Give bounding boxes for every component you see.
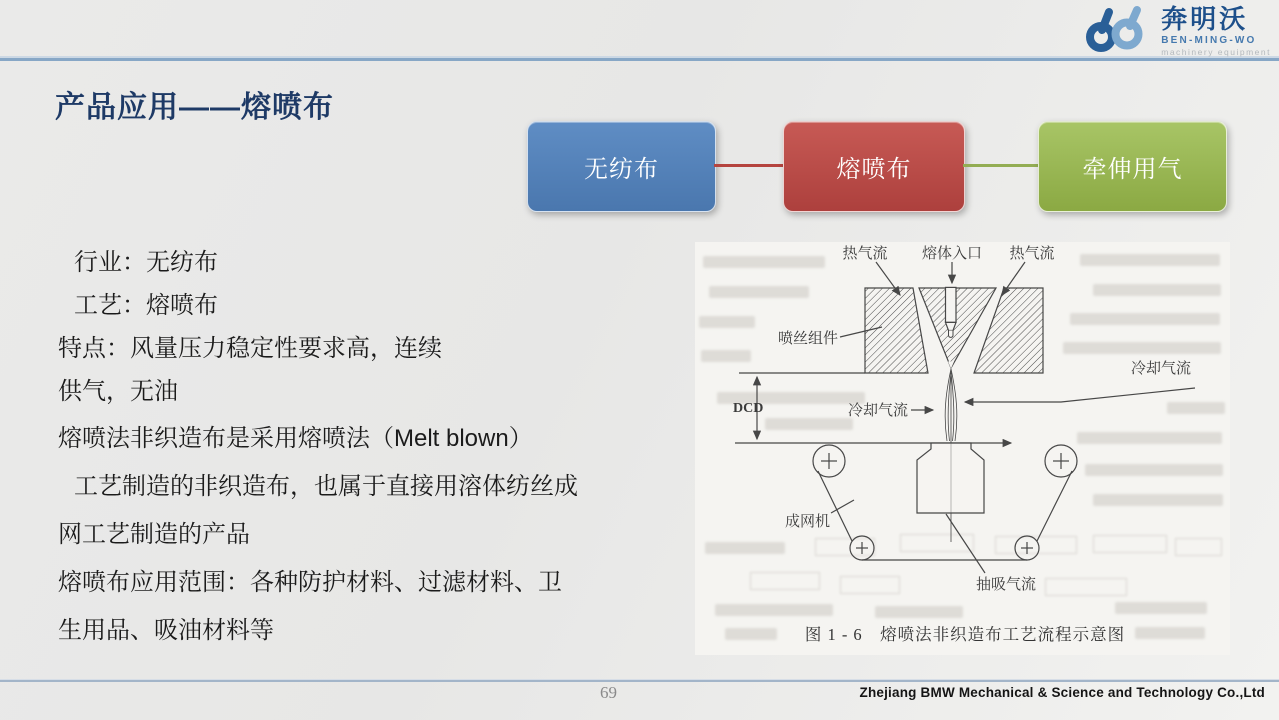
label-spinneret-assembly: 喷丝组件 xyxy=(778,331,839,347)
label-suction-air: 抽吸气流 xyxy=(976,577,1037,593)
top-divider-line xyxy=(0,58,1279,61)
page-title: 产品应用——熔喷布 xyxy=(55,91,334,124)
body-line: 工艺：熔喷布 xyxy=(74,292,218,319)
web-former-pointer xyxy=(831,500,854,513)
label-melt-inlet: 熔体入口 xyxy=(921,246,983,262)
meltblown-process-diagram xyxy=(695,242,1230,655)
body-line: 网工艺制造的产品 xyxy=(58,521,250,548)
logo-chinese-name: 奔明沃 xyxy=(1161,4,1249,34)
body-line: 生用品、吸油材料等 xyxy=(58,617,274,644)
suction-box xyxy=(917,443,984,513)
flow-box-drawing-air: 牵伸用气 xyxy=(1038,121,1227,212)
body-line: 供气，无油 xyxy=(58,378,178,405)
label-cooling-air-center: 冷却气流 xyxy=(847,403,908,419)
label-cooling-air-right: 冷却气流 xyxy=(1130,361,1192,377)
page-number: 69 xyxy=(600,683,617,702)
body-text-block-2 xyxy=(58,415,578,655)
flow-connector-red xyxy=(714,164,783,167)
figure-caption: 图 1 - 6 熔喷法非织造布工艺流程示意图 xyxy=(804,625,1126,644)
cooling-air-right-arrow xyxy=(965,388,1195,402)
label-hot-air-left: 热气流 xyxy=(842,246,888,262)
label-hot-air-right: 热气流 xyxy=(1009,246,1055,262)
footer-divider-line xyxy=(0,680,1279,682)
body-line: 行业：无纺布 xyxy=(74,249,218,276)
body-text-block-1 xyxy=(58,241,442,413)
flow-box-meltblown: 熔喷布 xyxy=(783,121,965,212)
label-web-former: 成网机 xyxy=(785,514,831,530)
footer-company-name: Zhejiang BMW Mechanical & Science and Technology Co.,Ltd xyxy=(859,685,1265,700)
logo-tagline: machinery equipment xyxy=(1161,47,1271,57)
body-line: 熔喷法非织造布是采用熔喷法（Melt blown） xyxy=(58,425,533,452)
benmingwo-logo-icon xyxy=(1079,4,1159,54)
flow-connector-green xyxy=(963,164,1038,167)
body-line: 特点：风量压力稳定性要求高，连续 xyxy=(58,335,442,362)
suction-air-pointer xyxy=(946,514,985,573)
logo-text xyxy=(1161,4,1271,57)
logo-english-name: BEN-MING-WO xyxy=(1161,35,1257,46)
diagram-figure xyxy=(695,242,1230,655)
body-line: 工艺制造的非织造布，也属于直接用溶体纺丝成 xyxy=(74,473,578,500)
label-dcd: DCD xyxy=(733,401,764,416)
body-line: 熔喷布应用范围：各种防护材料、过滤材料、卫 xyxy=(58,569,562,596)
flow-box-nonwoven: 无纺布 xyxy=(527,121,716,212)
die-left-block xyxy=(865,288,928,373)
company-logo xyxy=(1079,4,1271,57)
